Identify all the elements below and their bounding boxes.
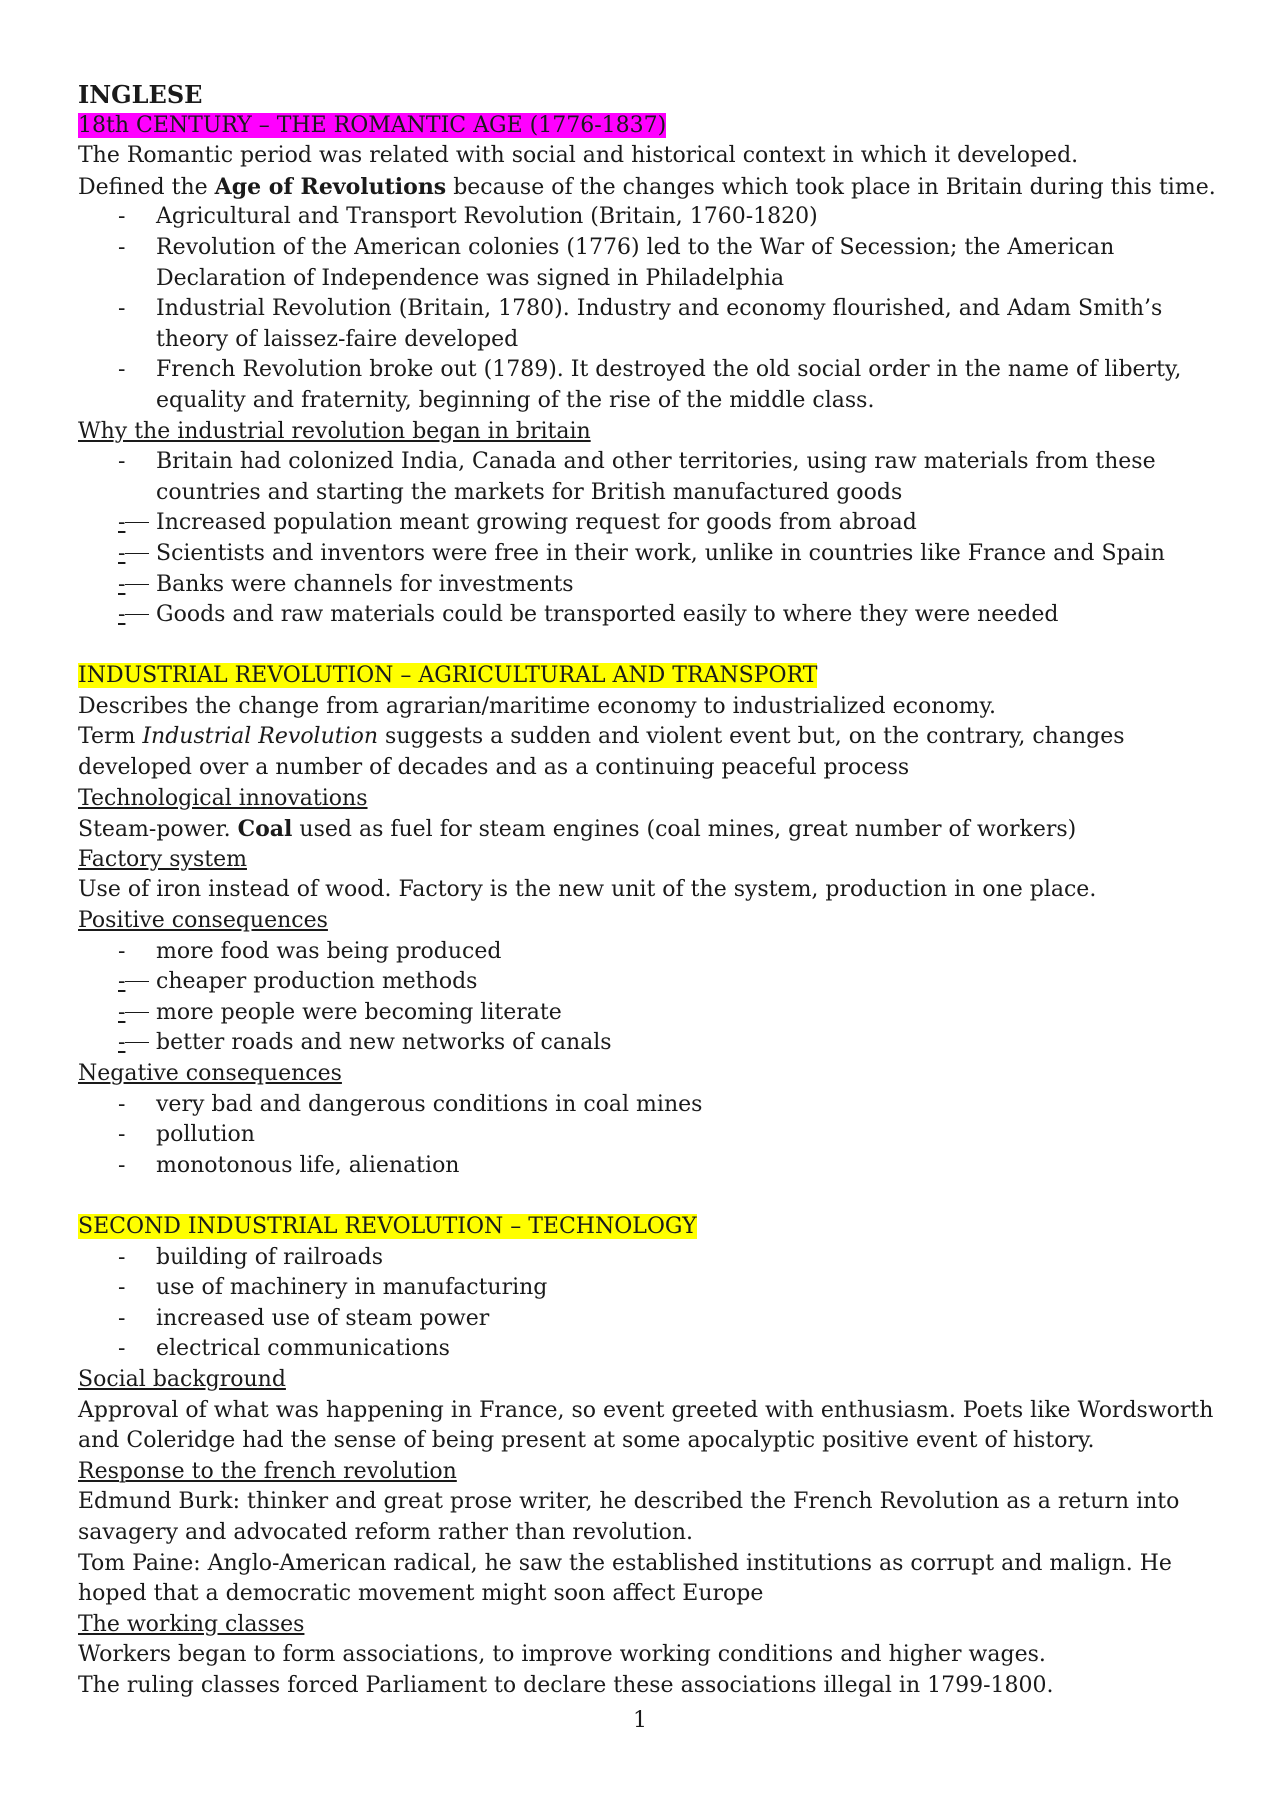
list-item-text: monotonous life, alienation (156, 1152, 460, 1178)
list-item-text: pollution (156, 1122, 255, 1148)
list-item-text: Agricultural and Transport Revolution (Britain, 1760-1820) (156, 204, 818, 230)
list-item-text: French Revolution broke out (1789). It destroyed the old social order in the name of liberty, (156, 357, 1182, 383)
list-item (78, 1273, 1208, 1304)
bullet-dash: - (118, 1028, 149, 1059)
paragraph: Workers began to form associations, to improve working conditions and higher wages. (78, 1642, 1046, 1668)
bullet-dash: - (118, 1305, 126, 1331)
document-page (78, 80, 1216, 1701)
subheading-tech: Technological innovations (78, 785, 368, 811)
list-item (78, 202, 1208, 233)
paragraph: Edmund Burk: thinker and great prose writer, he described the French Revolution as a return into (78, 1489, 1180, 1515)
bullet-dash: - (118, 296, 126, 322)
list-item-text: more people were becoming literate (156, 999, 562, 1025)
bullet-dash: - (118, 570, 149, 601)
subheading-social: Social background (78, 1366, 286, 1392)
bullet-dash: - (118, 998, 149, 1029)
list-item (78, 967, 1208, 998)
bullet-dash: - (118, 539, 149, 570)
bullet-dash: - (118, 357, 126, 383)
subheading-negative: Negative consequences (78, 1061, 342, 1086)
list-item (78, 1304, 1208, 1335)
list-item-text: Scientists and inventors were free in their work, unlike in countries like France and Spain (156, 540, 1165, 566)
list-item (78, 1028, 1208, 1059)
list-item (78, 1151, 1208, 1182)
bullet-dash: - (118, 967, 149, 998)
paragraph: Approval of what was happening in France, so event greeted with enthusiasm. Poets like Wordsworth (78, 1397, 1214, 1423)
list-item-text: Increased population meant growing request for goods from abroad (156, 510, 917, 536)
paragraph: The Romantic period was related with social and historical context in which it developed. (78, 143, 1079, 169)
bullet-dash: - (118, 449, 126, 475)
subheading-response: Response to the french revolution (78, 1458, 457, 1484)
bullet-dash: - (118, 204, 126, 230)
list-item-text: Industrial Revolution (Britain, 1780). Industry and economy flourished, and Adam Smith’s (156, 296, 1163, 322)
paragraph: developed over a number of decades and as a continuing peaceful process (78, 755, 910, 781)
list-item (78, 570, 1208, 601)
paragraph: Describes the change from agrarian/maritime economy to industrialized economy. (78, 693, 996, 719)
list-item (78, 1120, 1208, 1151)
list-item (78, 447, 1208, 478)
list-item-text: very bad and dangerous conditions in coal mines (156, 1091, 703, 1117)
paragraph: Term Industrial Revolution suggests a sudden and violent event but, on the contrary, changes (78, 724, 1125, 750)
subheading-why: Why the industrial revolution began in britain (78, 418, 591, 444)
list-item-text: use of machinery in manufacturing (156, 1275, 548, 1301)
list-item-text: cheaper production methods (156, 969, 478, 995)
paragraph: Defined the Age of Revolutions because of the changes which took place in Britain during this time. (78, 173, 1216, 200)
list-item-text: building of railroads (156, 1244, 384, 1270)
bullet-dash: - (118, 1244, 126, 1270)
list-item-text: Banks were channels for investments (156, 571, 574, 597)
list-item (78, 937, 1208, 968)
bullet-dash: - (118, 938, 126, 964)
bullet-dash: - (118, 1091, 126, 1117)
subheading-working: The working classes (78, 1611, 305, 1637)
list-item (78, 508, 1208, 539)
list-item (78, 539, 1208, 570)
document-title: INGLESE (78, 80, 203, 109)
section-heading-romantic-age: 18th CENTURY – THE ROMANTIC AGE (1776-1837) (78, 112, 667, 138)
subheading-positive: Positive consequences (78, 908, 328, 934)
bullet-dash: - (118, 1336, 126, 1362)
bullet-dash: - (118, 234, 126, 260)
list-item (78, 998, 1208, 1029)
list-item (78, 1090, 1208, 1121)
list-item (78, 355, 1208, 386)
bullet-dash: - (118, 1122, 126, 1148)
paragraph: and Coleridge had the sense of being present at some apocalyptic positive event of history. (78, 1428, 1095, 1454)
section-heading-industrial-revolution: INDUSTRIAL REVOLUTION – AGRICULTURAL AND TRANSPORT (78, 663, 818, 689)
list-item-text: Revolution of the American colonies (1776) led to the War of Secession; the American (156, 234, 1115, 260)
list-item (78, 233, 1208, 264)
list-item-text: electrical communications (156, 1336, 450, 1362)
section-heading-second-industrial: SECOND INDUSTRIAL REVOLUTION – TECHNOLOGY (78, 1213, 697, 1239)
list-item (78, 600, 1208, 631)
paragraph: Steam-power. Coal used as fuel for steam engines (coal mines, great number of workers) (78, 816, 1077, 843)
subheading-factory: Factory system (78, 846, 247, 872)
list-item-text: Goods and raw materials could be transported easily to where they were needed (156, 602, 1059, 628)
bullet-dash: - (118, 1152, 126, 1178)
list-item (78, 294, 1208, 325)
bullet-dash: - (118, 508, 149, 539)
list-item-continuation: countries and starting the markets for British manufactured goods (156, 479, 903, 505)
page-number: 1 (633, 1708, 647, 1733)
list-item (78, 1243, 1208, 1274)
list-item-text: better roads and new networks of canals (156, 1030, 612, 1056)
list-item-text: increased use of steam power (156, 1305, 490, 1331)
list-item-continuation: theory of laissez-faire developed (156, 326, 519, 352)
paragraph: The ruling classes forced Parliament to declare these associations illegal in 1799-1800. (78, 1672, 1054, 1698)
paragraph: hoped that a democratic movement might soon affect Europe (78, 1581, 764, 1607)
bullet-dash: - (118, 1275, 126, 1301)
paragraph: Use of iron instead of wood. Factory is the new unit of the system, production in one place. (78, 877, 1097, 903)
list-item (78, 1334, 1208, 1365)
list-item-text: Britain had colonized India, Canada and other territories, using raw materials from these (156, 449, 1156, 475)
list-item-continuation: Declaration of Independence was signed in Philadelphia (156, 265, 785, 291)
paragraph: savagery and advocated reform rather than revolution. (78, 1519, 694, 1545)
list-item-continuation: equality and fraternity, beginning of the rise of the middle class. (156, 387, 875, 413)
list-item-text: more food was being produced (156, 938, 502, 964)
bullet-dash: - (118, 600, 149, 631)
paragraph: Tom Paine: Anglo-American radical, he saw the established institutions as corrupt and malign. He (78, 1550, 1172, 1576)
